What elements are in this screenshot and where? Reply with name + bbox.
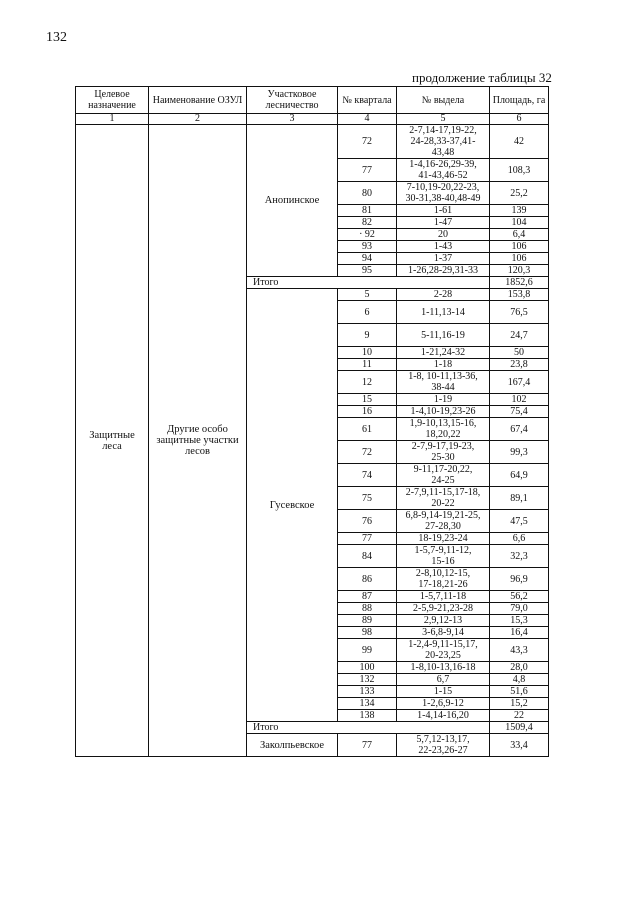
- area-cell: 32,3: [490, 545, 549, 568]
- area-cell: 104: [490, 217, 549, 229]
- quarter-cell: 98: [338, 627, 397, 639]
- column-number: 6: [490, 114, 549, 125]
- vydel-cell: 7-10,19-20,22-23, 30-31,38-40,48-49: [397, 182, 490, 205]
- column-number: 4: [338, 114, 397, 125]
- vydel-cell: 5-11,16-19: [397, 324, 490, 347]
- quarter-cell: 133: [338, 686, 397, 698]
- area-cell: 42: [490, 125, 549, 159]
- quarter-cell: 95: [338, 265, 397, 277]
- area-cell: 139: [490, 205, 549, 217]
- vydel-cell: 1,9-10,13,15-16, 18,20,22: [397, 418, 490, 441]
- area-cell: 22: [490, 710, 549, 722]
- vydel-cell: 1-43: [397, 241, 490, 253]
- table-body: [76, 125, 549, 757]
- forestry-table: [75, 86, 549, 757]
- area-cell: 67,4: [490, 418, 549, 441]
- vydel-cell: 2-7,14-17,19-22, 24-28,33-37,41- 43,48: [397, 125, 490, 159]
- area-cell: 96,9: [490, 568, 549, 591]
- quarter-cell: 74: [338, 464, 397, 487]
- quarter-cell: 72: [338, 441, 397, 464]
- vydel-cell: 1-47: [397, 217, 490, 229]
- area-cell: 106: [490, 241, 549, 253]
- forestry-name-cell: Заколпьевское: [247, 734, 338, 757]
- quarter-cell: 75: [338, 487, 397, 510]
- quarter-cell: 12: [338, 371, 397, 394]
- quarter-cell: 82: [338, 217, 397, 229]
- column-number-row: [76, 114, 549, 125]
- page-number: 132: [46, 30, 67, 45]
- quarter-cell: 132: [338, 674, 397, 686]
- area-cell: 47,5: [490, 510, 549, 533]
- area-cell: 4,8: [490, 674, 549, 686]
- area-cell: 6,4: [490, 229, 549, 241]
- vydel-cell: 1-5,7-9,11-12, 15-16: [397, 545, 490, 568]
- area-cell: 50: [490, 347, 549, 359]
- quarter-cell: 77: [338, 533, 397, 545]
- header-quarter: № квартала: [338, 87, 397, 114]
- column-number: 2: [149, 114, 247, 125]
- quarter-cell: 89: [338, 615, 397, 627]
- area-cell: 15,2: [490, 698, 549, 710]
- area-cell: 43,3: [490, 639, 549, 662]
- area-cell: 51,6: [490, 686, 549, 698]
- vydel-cell: 1-8, 10-11,13-36, 38-44: [397, 371, 490, 394]
- vydel-cell: 1-2,4-9,11-15,17, 20-23,25: [397, 639, 490, 662]
- total-value: 1852,6: [490, 277, 549, 289]
- vydel-cell: 2-28: [397, 289, 490, 301]
- total-label: Итого: [247, 277, 490, 289]
- vydel-cell: 2-7,9,11-15,17-18, 20-22: [397, 487, 490, 510]
- total-label: Итого: [247, 722, 490, 734]
- vydel-cell: 2-5,9-21,23-28: [397, 603, 490, 615]
- area-cell: 15,3: [490, 615, 549, 627]
- vydel-cell: 1-2,6,9-12: [397, 698, 490, 710]
- area-cell: 56,2: [490, 591, 549, 603]
- vydel-cell: 2-8,10,12-15, 17-18,21-26: [397, 568, 490, 591]
- header-area: Площадь, га: [490, 87, 549, 114]
- quarter-cell: 138: [338, 710, 397, 722]
- area-cell: 79,0: [490, 603, 549, 615]
- vydel-cell: 1-18: [397, 359, 490, 371]
- area-cell: 108,3: [490, 159, 549, 182]
- quarter-cell: 84: [338, 545, 397, 568]
- quarter-cell: 99: [338, 639, 397, 662]
- header-row: [76, 87, 549, 114]
- vydel-cell: 6,8-9,14-19,21-25, 27-28,30: [397, 510, 490, 533]
- area-cell: 153,8: [490, 289, 549, 301]
- vydel-cell: 1-26,28-29,31-33: [397, 265, 490, 277]
- quarter-cell: 61: [338, 418, 397, 441]
- table-container: [75, 86, 548, 757]
- header-purpose: Целевое назначение: [76, 87, 149, 114]
- area-cell: 33,4: [490, 734, 549, 757]
- vydel-cell: 1-21,24-32: [397, 347, 490, 359]
- quarter-cell: 134: [338, 698, 397, 710]
- header-ozul-name: Наименование ОЗУЛ: [149, 87, 247, 114]
- forestry-name-cell: Гусевское: [247, 289, 338, 722]
- area-cell: 76,5: [490, 301, 549, 324]
- vydel-cell: 2,9,12-13: [397, 615, 490, 627]
- quarter-cell: 72: [338, 125, 397, 159]
- vydel-cell: 1-11,13-14: [397, 301, 490, 324]
- column-number: 1: [76, 114, 149, 125]
- area-cell: 89,1: [490, 487, 549, 510]
- vydel-cell: 1-4,16-26,29-39, 41-43,46-52: [397, 159, 490, 182]
- area-cell: 28,0: [490, 662, 549, 674]
- quarter-cell: 93: [338, 241, 397, 253]
- quarter-cell: 16: [338, 406, 397, 418]
- vydel-cell: 18-19,23-24: [397, 533, 490, 545]
- area-cell: 6,6: [490, 533, 549, 545]
- area-cell: 106: [490, 253, 549, 265]
- total-value: 1509,4: [490, 722, 549, 734]
- quarter-cell: 80: [338, 182, 397, 205]
- area-cell: 99,3: [490, 441, 549, 464]
- quarter-cell: 87: [338, 591, 397, 603]
- quarter-cell: 10: [338, 347, 397, 359]
- quarter-cell: 77: [338, 734, 397, 757]
- area-cell: 120,3: [490, 265, 549, 277]
- quarter-cell: 9: [338, 324, 397, 347]
- area-cell: 102: [490, 394, 549, 406]
- forestry-name-cell: Анопинское: [247, 125, 338, 277]
- table-row: [76, 125, 549, 159]
- header-forestry: Участковое лесничество: [247, 87, 338, 114]
- quarter-cell: 5: [338, 289, 397, 301]
- vydel-cell: 9-11,17-20,22, 24-25: [397, 464, 490, 487]
- area-cell: 167,4: [490, 371, 549, 394]
- quarter-cell: 88: [338, 603, 397, 615]
- area-cell: 75,4: [490, 406, 549, 418]
- vydel-cell: 3-6,8-9,14: [397, 627, 490, 639]
- quarter-cell: 77: [338, 159, 397, 182]
- vydel-cell: 2-7,9-17,19-23, 25-30: [397, 441, 490, 464]
- vydel-cell: 1-4,14-16,20: [397, 710, 490, 722]
- area-cell: 25,2: [490, 182, 549, 205]
- area-cell: 24,7: [490, 324, 549, 347]
- quarter-cell: 94: [338, 253, 397, 265]
- column-number: 3: [247, 114, 338, 125]
- vydel-cell: 1-37: [397, 253, 490, 265]
- quarter-cell: 86: [338, 568, 397, 591]
- vydel-cell: 1-15: [397, 686, 490, 698]
- quarter-cell: 11: [338, 359, 397, 371]
- quarter-cell: 6: [338, 301, 397, 324]
- vydel-cell: 6,7: [397, 674, 490, 686]
- vydel-cell: 20: [397, 229, 490, 241]
- ozul-name-cell: Другие особо защитные участки лесов: [149, 125, 247, 757]
- vydel-cell: 1-19: [397, 394, 490, 406]
- purpose-cell: Защитные леса: [76, 125, 149, 757]
- area-cell: 64,9: [490, 464, 549, 487]
- quarter-cell: · 92: [338, 229, 397, 241]
- vydel-cell: 1-4,10-19,23-26: [397, 406, 490, 418]
- vydel-cell: 1-61: [397, 205, 490, 217]
- table-continuation-caption: продолжение таблицы 32: [412, 70, 552, 85]
- vydel-cell: 1-5,7,11-18: [397, 591, 490, 603]
- area-cell: 23,8: [490, 359, 549, 371]
- quarter-cell: 100: [338, 662, 397, 674]
- quarter-cell: 76: [338, 510, 397, 533]
- header-vydel: № выдела: [397, 87, 490, 114]
- vydel-cell: 5,7,12-13,17, 22-23,26-27: [397, 734, 490, 757]
- vydel-cell: 1-8,10-13,16-18: [397, 662, 490, 674]
- area-cell: 16,4: [490, 627, 549, 639]
- quarter-cell: 15: [338, 394, 397, 406]
- column-number: 5: [397, 114, 490, 125]
- quarter-cell: 81: [338, 205, 397, 217]
